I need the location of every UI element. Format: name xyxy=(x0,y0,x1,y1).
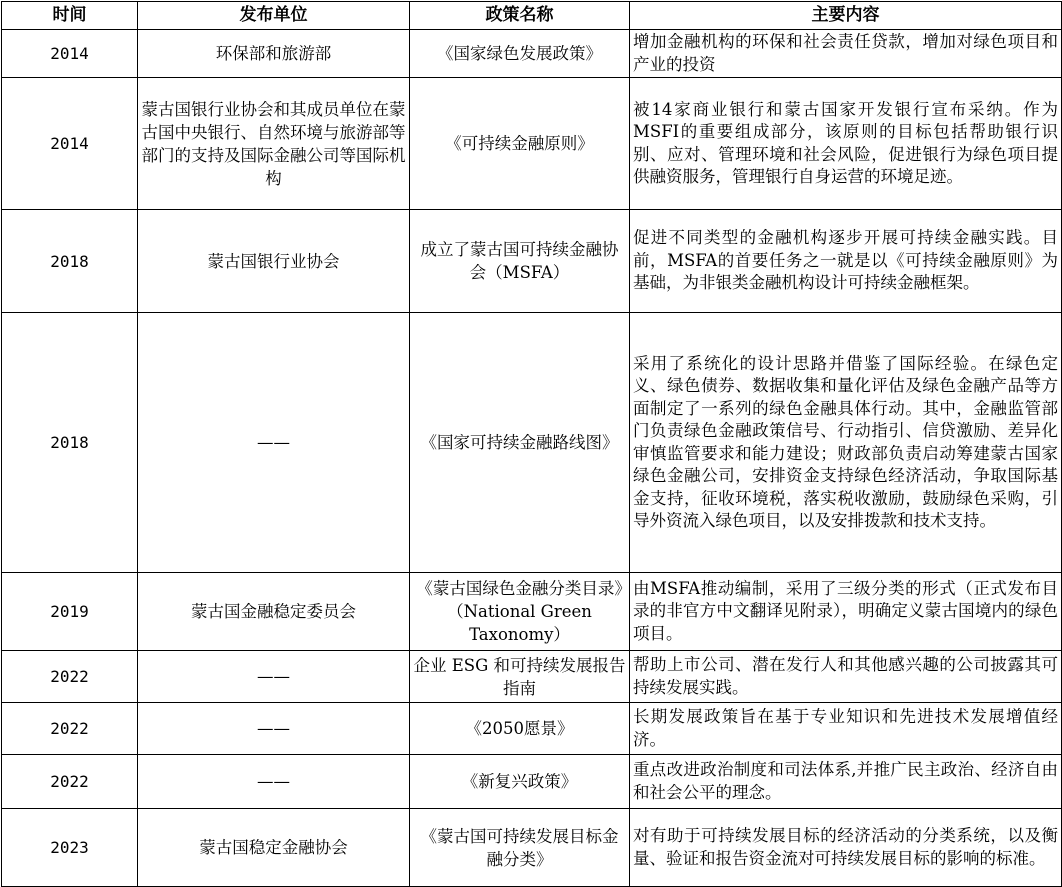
table-row xyxy=(2,78,1062,210)
table-row xyxy=(2,313,1062,573)
year-cell: 2022 xyxy=(2,703,138,755)
header-time: 时间 xyxy=(2,2,138,30)
year-cell: 2023 xyxy=(2,809,138,887)
header-row xyxy=(2,2,1062,30)
table-row xyxy=(2,573,1062,651)
publisher-cell: —— xyxy=(138,703,410,755)
year-cell: 2018 xyxy=(2,313,138,573)
year-cell: 2022 xyxy=(2,755,138,809)
header-main-content: 主要内容 xyxy=(630,2,1062,30)
content-cell: 重点改进政治制度和司法体系,并推广民主政治、经济自由和社会公平的理念。 xyxy=(630,755,1062,809)
table-row xyxy=(2,809,1062,887)
publisher-cell: 环保部和旅游部 xyxy=(138,30,410,78)
policy-name-cell: 《2050愿景》 xyxy=(410,703,630,755)
policy-name-cell: 《蒙古国可持续发展目标金融分类》 xyxy=(410,809,630,887)
content-cell: 被14家商业银行和蒙古国家开发银行宣布采纳。作为MSFI的重要组成部分，该原则的目标包括帮助银行识别、应对、管理环境和社会风险，促进银行为绿色项目提供融资服务，管理银行自身运营的环境足迹。 xyxy=(630,78,1062,210)
table-row xyxy=(2,651,1062,703)
policy-name-cell: 成立了蒙古国可持续金融协会（MSFA） xyxy=(410,210,630,313)
publisher-cell: 蒙古国银行业协会和其成员单位在蒙古国中央银行、自然环境与旅游部等部门的支持及国际金融公司等国际机构 xyxy=(138,78,410,210)
content-cell: 长期发展政策旨在基于专业知识和先进技术发展增值经济。 xyxy=(630,703,1062,755)
year-cell: 2019 xyxy=(2,573,138,651)
table-row xyxy=(2,210,1062,313)
year-cell: 2014 xyxy=(2,78,138,210)
year-cell: 2018 xyxy=(2,210,138,313)
publisher-cell: —— xyxy=(138,755,410,809)
publisher-cell: 蒙古国金融稳定委员会 xyxy=(138,573,410,651)
table-row xyxy=(2,703,1062,755)
content-cell: 增加金融机构的环保和社会责任贷款，增加对绿色项目和产业的投资 xyxy=(630,30,1062,78)
policy-name-cell: 企业 ESG 和可持续发展报告指南 xyxy=(410,651,630,703)
policy-name-cell: 《国家绿色发展政策》 xyxy=(410,30,630,78)
policy-table xyxy=(1,1,1062,887)
publisher-cell: —— xyxy=(138,651,410,703)
content-cell: 帮助上市公司、潜在发行人和其他感兴趣的公司披露其可持续发展实践。 xyxy=(630,651,1062,703)
table-row xyxy=(2,30,1062,78)
publisher-cell: 蒙古国银行业协会 xyxy=(138,210,410,313)
year-cell: 2014 xyxy=(2,30,138,78)
policy-name-cell: 《新复兴政策》 xyxy=(410,755,630,809)
table-row xyxy=(2,755,1062,809)
policy-name-cell: 《可持续金融原则》 xyxy=(410,78,630,210)
header-publisher: 发布单位 xyxy=(138,2,410,30)
publisher-cell: 蒙古国稳定金融协会 xyxy=(138,809,410,887)
publisher-cell: —— xyxy=(138,313,410,573)
content-cell: 对有助于可持续发展目标的经济活动的分类系统，以及衡量、验证和报告资金流对可持续发展目标的影响的标准。 xyxy=(630,809,1062,887)
content-cell: 促进不同类型的金融机构逐步开展可持续金融实践。目前，MSFA的首要任务之一就是以《可持续金融原则》为基础，为非银类金融机构设计可持续金融框架。 xyxy=(630,210,1062,313)
year-cell: 2022 xyxy=(2,651,138,703)
policy-name-cell: 《蒙古国绿色金融分类目录》（National Green Taxonomy） xyxy=(410,573,630,651)
content-cell: 由MSFA推动编制，采用了三级分类的形式（正式发布目录的非官方中文翻译见附录），明确定义蒙古国境内的绿色项目。 xyxy=(630,573,1062,651)
policy-name-cell: 《国家可持续金融路线图》 xyxy=(410,313,630,573)
content-cell: 采用了系统化的设计思路并借鉴了国际经验。在绿色定义、绿色债券、数据收集和量化评估及绿色金融产品等方面制定了一系列的绿色金融具体行动。其中，金融监管部门负责绿色金融政策信号、行动指引、信贷激励、差异化审慎监管要求和能力建设；财政部负责启动筹建蒙古国家绿色金融公司，安排资金支持绿色经济活动，争取国际基金支持，征收环境税，落实税收激励，鼓励绿色采购，引导外资流入绿色项目，以及安排拨款和技术支持。 xyxy=(630,313,1062,573)
header-policy-name: 政策名称 xyxy=(410,2,630,30)
